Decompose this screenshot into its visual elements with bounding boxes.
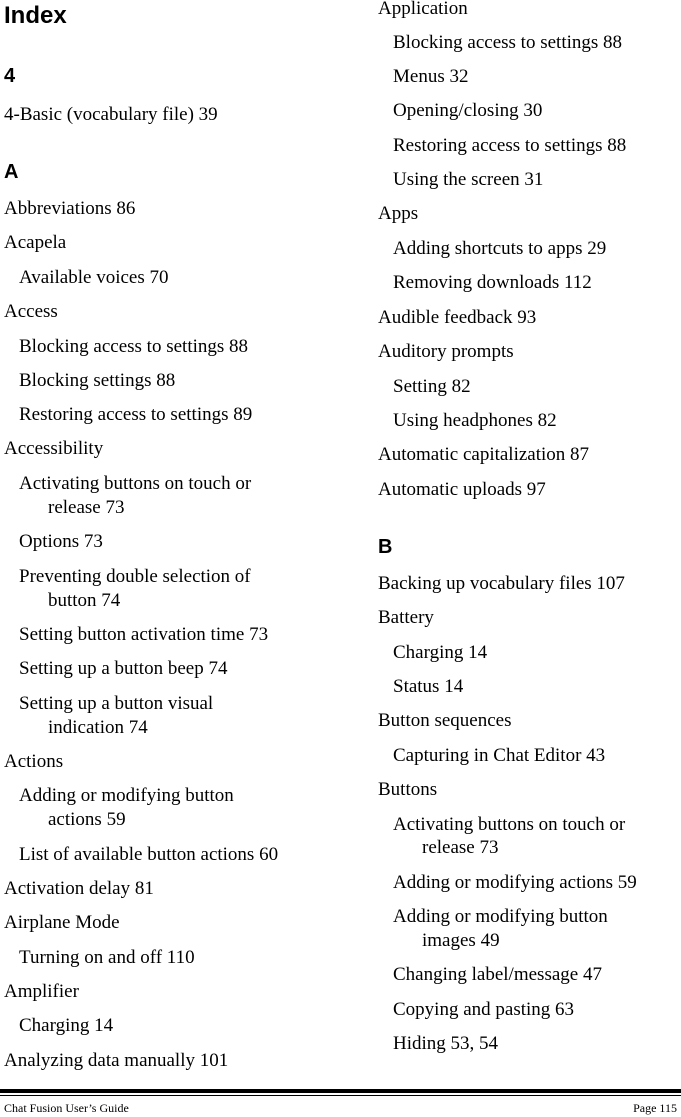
index-subentry: Options 73 [19, 531, 103, 552]
index-subentry: Available voices 70 [19, 267, 169, 288]
index-subentry: Opening/closing 30 [393, 100, 543, 121]
index-subentry: Capturing in Chat Editor 43 [393, 745, 606, 766]
index-subentry-continuation: images 49 [422, 930, 500, 951]
index-subentry: Removing downloads 112 [393, 272, 592, 293]
index-subentry: Using headphones 82 [393, 410, 557, 431]
index-subentry: List of available button actions 60 [19, 844, 279, 865]
index-subentry: Adding shortcuts to apps 29 [393, 238, 607, 259]
index-entry: Actions [4, 751, 64, 772]
section-letter-b: B [378, 536, 393, 558]
index-entry: Activation delay 81 [4, 878, 154, 899]
index-subentry: Hiding 53, 54 [393, 1033, 499, 1054]
index-subentry-continuation: indication 74 [48, 717, 148, 738]
index-subentry: Menus 32 [393, 66, 469, 87]
index-subentry: Blocking access to settings 88 [19, 336, 249, 357]
page-title: Index [4, 2, 67, 29]
index-entry: Button sequences [378, 710, 512, 731]
footer-rule-thin [0, 1095, 681, 1096]
index-subentry: Adding or modifying actions 59 [393, 872, 637, 893]
index-subentry-continuation: release 73 [422, 837, 499, 858]
index-subentry: Copying and pasting 63 [393, 999, 575, 1020]
index-subentry: Setting up a button beep 74 [19, 658, 228, 679]
index-entry: Buttons [378, 779, 438, 800]
section-letter-4: 4 [4, 65, 16, 87]
index-subentry: Changing label/message 47 [393, 964, 602, 985]
index-entry: Battery [378, 607, 434, 628]
index-subentry: Preventing double selection of [19, 566, 251, 587]
index-subentry: Restoring access to settings 89 [19, 404, 253, 425]
index-entry: Airplane Mode [4, 912, 120, 933]
index-subentry: Setting button activation time 73 [19, 624, 269, 645]
index-subentry: Turning on and off 110 [19, 947, 195, 968]
index-entry: Abbreviations 86 [4, 198, 136, 219]
index-subentry: Setting 82 [393, 376, 471, 397]
index-subentry: Blocking settings 88 [19, 370, 176, 391]
index-entry: Application [378, 0, 468, 19]
index-subentry: Status 14 [393, 676, 464, 697]
index-entry: Amplifier [4, 981, 79, 1002]
index-entry: Automatic capitalization 87 [378, 444, 590, 465]
footer-document-title: Chat Fusion User’s Guide [4, 1101, 129, 1115]
index-entry: Accessibility [4, 438, 104, 459]
index-entry: Access [4, 301, 58, 322]
index-subentry: Adding or modifying button [393, 906, 608, 927]
index-entry: 4-Basic (vocabulary file) 39 [4, 104, 218, 125]
index-entry: Automatic uploads 97 [378, 479, 546, 500]
index-subentry: Charging 14 [19, 1015, 114, 1036]
index-subentry-continuation: release 73 [48, 497, 125, 518]
index-subentry: Adding or modifying button [19, 785, 234, 806]
index-entry: Audible feedback 93 [378, 307, 537, 328]
index-subentry: Activating buttons on touch or [19, 473, 252, 494]
index-entry: Auditory prompts [378, 341, 514, 362]
index-subentry: Using the screen 31 [393, 169, 544, 190]
index-entry: Backing up vocabulary files 107 [378, 573, 625, 594]
index-entry: Apps [378, 203, 419, 224]
section-letter-a: A [4, 161, 19, 183]
index-subentry: Restoring access to settings 88 [393, 135, 627, 156]
footer-page-number: Page 115 [633, 1101, 677, 1115]
index-subentry: Setting up a button visual [19, 693, 214, 714]
index-subentry-continuation: button 74 [48, 590, 121, 611]
index-subentry: Charging 14 [393, 642, 488, 663]
index-entry: Acapela [4, 232, 67, 253]
footer-rule [0, 1089, 681, 1093]
index-entry: Analyzing data manually 101 [4, 1050, 229, 1071]
index-subentry: Activating buttons on touch or [393, 814, 626, 835]
index-subentry: Blocking access to settings 88 [393, 32, 623, 53]
index-subentry-continuation: actions 59 [48, 809, 126, 830]
